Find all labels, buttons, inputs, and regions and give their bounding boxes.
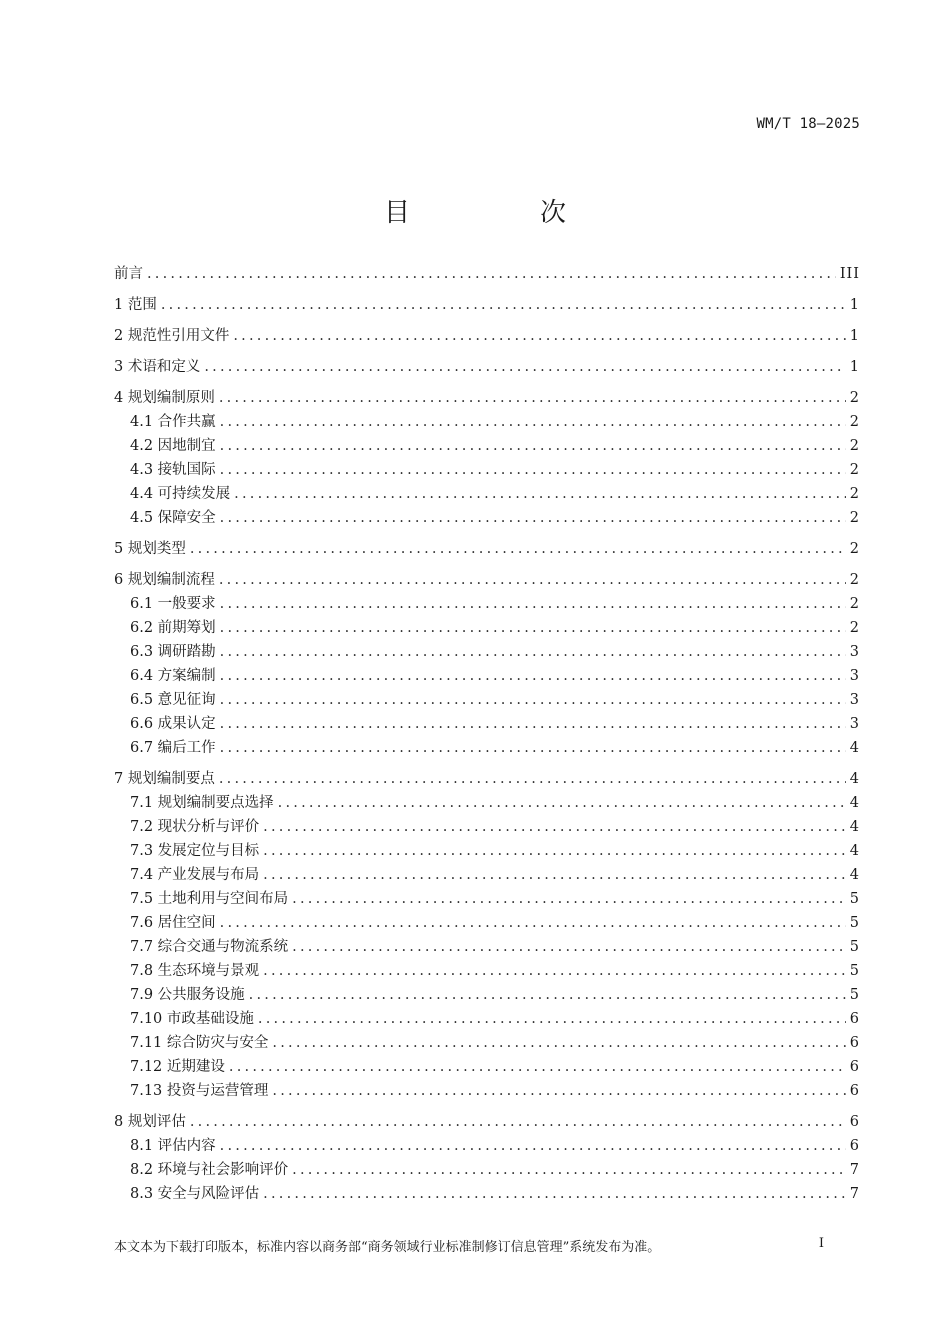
toc-entry-page: 1 xyxy=(849,359,860,375)
toc-entry-label: 8.3 安全与风险评估 xyxy=(130,1186,260,1202)
toc-entry-page: 2 xyxy=(849,390,860,406)
toc-entry-label: 6.5 意见征询 xyxy=(130,692,216,708)
toc-dot-leader xyxy=(220,688,846,712)
toc-entry[interactable] xyxy=(114,1007,860,1031)
toc-dot-leader xyxy=(263,863,846,887)
toc-entry-page: 6 xyxy=(849,1083,860,1099)
toc-dot-leader xyxy=(220,410,846,434)
toc-entry[interactable] xyxy=(114,434,860,458)
toc-entry-page: 2 xyxy=(849,462,860,478)
toc-entry-page: 4 xyxy=(849,843,860,859)
toc-entry[interactable] xyxy=(114,712,860,736)
toc-entry-page: 5 xyxy=(849,939,860,955)
toc-entry-page: 4 xyxy=(849,819,860,835)
toc-entry-label: 4.1 合作共赢 xyxy=(130,414,216,430)
toc-entry[interactable] xyxy=(114,324,860,348)
toc-entry-page: 5 xyxy=(849,987,860,1003)
toc-dot-leader xyxy=(292,1158,846,1182)
toc-dot-leader xyxy=(233,324,845,348)
toc-dot-leader xyxy=(190,1110,846,1134)
toc-entry[interactable] xyxy=(114,640,860,664)
toc-entry-page: 1 xyxy=(849,328,860,344)
toc-entry-page: 3 xyxy=(849,716,860,732)
toc-entry-label: 6 规划编制流程 xyxy=(114,572,215,588)
toc-dot-leader xyxy=(263,1182,846,1206)
toc-entry[interactable] xyxy=(114,410,860,434)
toc-entry[interactable] xyxy=(114,482,860,506)
toc-entry[interactable] xyxy=(114,1031,860,1055)
toc-dot-leader xyxy=(161,293,846,317)
toc-entry-label: 2 规范性引用文件 xyxy=(114,328,230,344)
toc-dot-leader xyxy=(263,959,846,983)
toc-entry-label: 4.4 可持续发展 xyxy=(130,486,231,502)
toc-entry-page: 2 xyxy=(849,486,860,502)
toc-entry[interactable] xyxy=(114,1182,860,1206)
toc-entry-page: 4 xyxy=(849,795,860,811)
toc-entry-label: 6.6 成果认定 xyxy=(130,716,216,732)
toc-entry-page: 2 xyxy=(849,572,860,588)
footer-page-number: I xyxy=(818,1236,824,1251)
toc-entry[interactable] xyxy=(114,736,860,760)
toc-dot-leader xyxy=(220,640,846,664)
toc-entry-page: 6 xyxy=(849,1011,860,1027)
toc-dot-leader xyxy=(147,262,836,286)
toc-dot-leader xyxy=(292,935,846,959)
toc-entry[interactable] xyxy=(114,664,860,688)
toc-dot-leader xyxy=(204,355,845,379)
toc-dot-leader xyxy=(220,664,846,688)
toc-entry[interactable] xyxy=(114,458,860,482)
toc-entry-label: 8.2 环境与社会影响评价 xyxy=(130,1162,289,1178)
toc-entry-label: 6.7 编后工作 xyxy=(130,740,216,756)
toc-entry-label: 7.3 发展定位与目标 xyxy=(130,843,260,859)
toc-dot-leader xyxy=(249,983,846,1007)
toc-entry-label: 7.12 近期建设 xyxy=(130,1059,225,1075)
toc-entry-page: 6 xyxy=(849,1138,860,1154)
toc-dot-leader xyxy=(272,1031,845,1055)
toc-entry-label: 4 规划编制原则 xyxy=(114,390,215,406)
toc-dot-leader xyxy=(220,506,846,530)
toc-entry-label: 6.1 一般要求 xyxy=(130,596,216,612)
toc-entry-label: 6.4 方案编制 xyxy=(130,668,216,684)
toc-entry-page: 2 xyxy=(849,414,860,430)
toc-entry[interactable] xyxy=(114,592,860,616)
toc-dot-leader xyxy=(278,791,846,815)
toc-dot-leader xyxy=(220,712,846,736)
toc-entry[interactable] xyxy=(114,1158,860,1182)
toc-entry-page: 2 xyxy=(849,620,860,636)
toc-entry-label: 5 规划类型 xyxy=(114,541,186,557)
toc-entry[interactable] xyxy=(114,355,860,379)
toc-entry[interactable] xyxy=(114,863,860,887)
toc-entry-page: 3 xyxy=(849,692,860,708)
toc-dot-leader xyxy=(220,434,846,458)
footer-notice: 本文本为下载打印版本，标准内容以商务部“商务领域行业标准制修订信息管理”系统发布为准。 xyxy=(114,1240,661,1255)
toc-entry[interactable] xyxy=(114,791,860,815)
toc-entry-label: 7.9 公共服务设施 xyxy=(130,987,245,1003)
toc-dot-leader xyxy=(234,482,846,506)
toc-entry[interactable] xyxy=(114,1134,860,1158)
table-of-contents xyxy=(114,262,860,1206)
toc-dot-leader xyxy=(263,839,846,863)
toc-entry[interactable] xyxy=(114,506,860,530)
toc-dot-leader xyxy=(220,592,846,616)
toc-entry-label: 7.1 规划编制要点选择 xyxy=(130,795,274,811)
toc-entry-label: 7 规划编制要点 xyxy=(114,771,215,787)
toc-entry-label: 8 规划评估 xyxy=(114,1114,186,1130)
toc-entry[interactable] xyxy=(114,688,860,712)
toc-entry[interactable] xyxy=(114,983,860,1007)
toc-entry-label: 4.2 因地制宜 xyxy=(130,438,216,454)
toc-entry-label: 前言 xyxy=(114,266,143,282)
toc-entry-label: 6.3 调研踏勘 xyxy=(130,644,216,660)
toc-entry[interactable] xyxy=(114,935,860,959)
toc-dot-leader xyxy=(263,815,846,839)
toc-entry-label: 7.7 综合交通与物流系统 xyxy=(130,939,289,955)
toc-entry-page: 2 xyxy=(849,541,860,557)
toc-dot-leader xyxy=(292,887,846,911)
toc-entry-label: 7.13 投资与运营管理 xyxy=(130,1083,269,1099)
toc-entry-page: 2 xyxy=(849,596,860,612)
toc-dot-leader xyxy=(190,537,846,561)
toc-entry[interactable] xyxy=(114,568,860,592)
toc-entry-label: 4.3 接轨国际 xyxy=(130,462,216,478)
toc-entry-page: 7 xyxy=(849,1186,860,1202)
toc-dot-leader xyxy=(219,386,846,410)
toc-entry[interactable] xyxy=(114,1110,860,1134)
toc-entry-label: 7.5 土地利用与空间布局 xyxy=(130,891,289,907)
toc-dot-leader xyxy=(220,458,846,482)
toc-entry-page: 3 xyxy=(849,668,860,684)
toc-entry[interactable] xyxy=(114,911,860,935)
toc-entry-page: 6 xyxy=(849,1059,860,1075)
toc-entry-label: 7.4 产业发展与布局 xyxy=(130,867,260,883)
toc-entry[interactable] xyxy=(114,887,860,911)
toc-entry-page: 1 xyxy=(849,297,860,313)
toc-entry-label: 7.10 市政基础设施 xyxy=(130,1011,254,1027)
toc-entry[interactable] xyxy=(114,537,860,561)
toc-entry-label: 7.6 居住空间 xyxy=(130,915,216,931)
toc-entry-page: 2 xyxy=(849,438,860,454)
toc-entry-label: 1 范围 xyxy=(114,297,157,313)
toc-entry-label: 7.2 现状分析与评价 xyxy=(130,819,260,835)
toc-entry-label: 8.1 评估内容 xyxy=(130,1138,216,1154)
toc-dot-leader xyxy=(220,736,846,760)
toc-entry-page: 5 xyxy=(849,963,860,979)
toc-entry-page: 2 xyxy=(849,510,860,526)
toc-entry-label: 7.8 生态环境与景观 xyxy=(130,963,260,979)
standard-code: WM/T 18—2025 xyxy=(756,116,860,132)
toc-entry[interactable] xyxy=(114,959,860,983)
toc-entry-page: III xyxy=(839,266,860,282)
toc-entry-page: 4 xyxy=(849,867,860,883)
toc-entry-page: 5 xyxy=(849,891,860,907)
toc-entry-page: 5 xyxy=(849,915,860,931)
toc-dot-leader xyxy=(272,1079,845,1103)
toc-entry[interactable] xyxy=(114,1055,860,1079)
toc-entry-label: 7.11 综合防灾与安全 xyxy=(130,1035,269,1051)
toc-dot-leader xyxy=(220,1134,846,1158)
toc-dot-leader xyxy=(220,616,846,640)
toc-entry-label: 3 术语和定义 xyxy=(114,359,201,375)
toc-dot-leader xyxy=(219,767,846,791)
toc-entry[interactable] xyxy=(114,616,860,640)
toc-entry[interactable] xyxy=(114,293,860,317)
toc-entry[interactable] xyxy=(114,1079,860,1103)
toc-entry-page: 7 xyxy=(849,1162,860,1178)
toc-entry-page: 4 xyxy=(849,771,860,787)
page-title: 目 次 xyxy=(383,198,618,228)
toc-entry[interactable] xyxy=(114,386,860,410)
toc-entry-page: 6 xyxy=(849,1114,860,1130)
toc-entry-page: 3 xyxy=(849,644,860,660)
toc-dot-leader xyxy=(219,568,846,592)
toc-dot-leader xyxy=(229,1055,846,1079)
toc-entry-page: 6 xyxy=(849,1035,860,1051)
toc-entry[interactable] xyxy=(114,839,860,863)
toc-entry[interactable] xyxy=(114,262,860,286)
toc-entry-label: 4.5 保障安全 xyxy=(130,510,216,526)
toc-entry-page: 4 xyxy=(849,740,860,756)
toc-entry[interactable] xyxy=(114,767,860,791)
toc-entry[interactable] xyxy=(114,815,860,839)
toc-dot-leader xyxy=(220,911,846,935)
toc-entry-label: 6.2 前期筹划 xyxy=(130,620,216,636)
toc-dot-leader xyxy=(258,1007,846,1031)
